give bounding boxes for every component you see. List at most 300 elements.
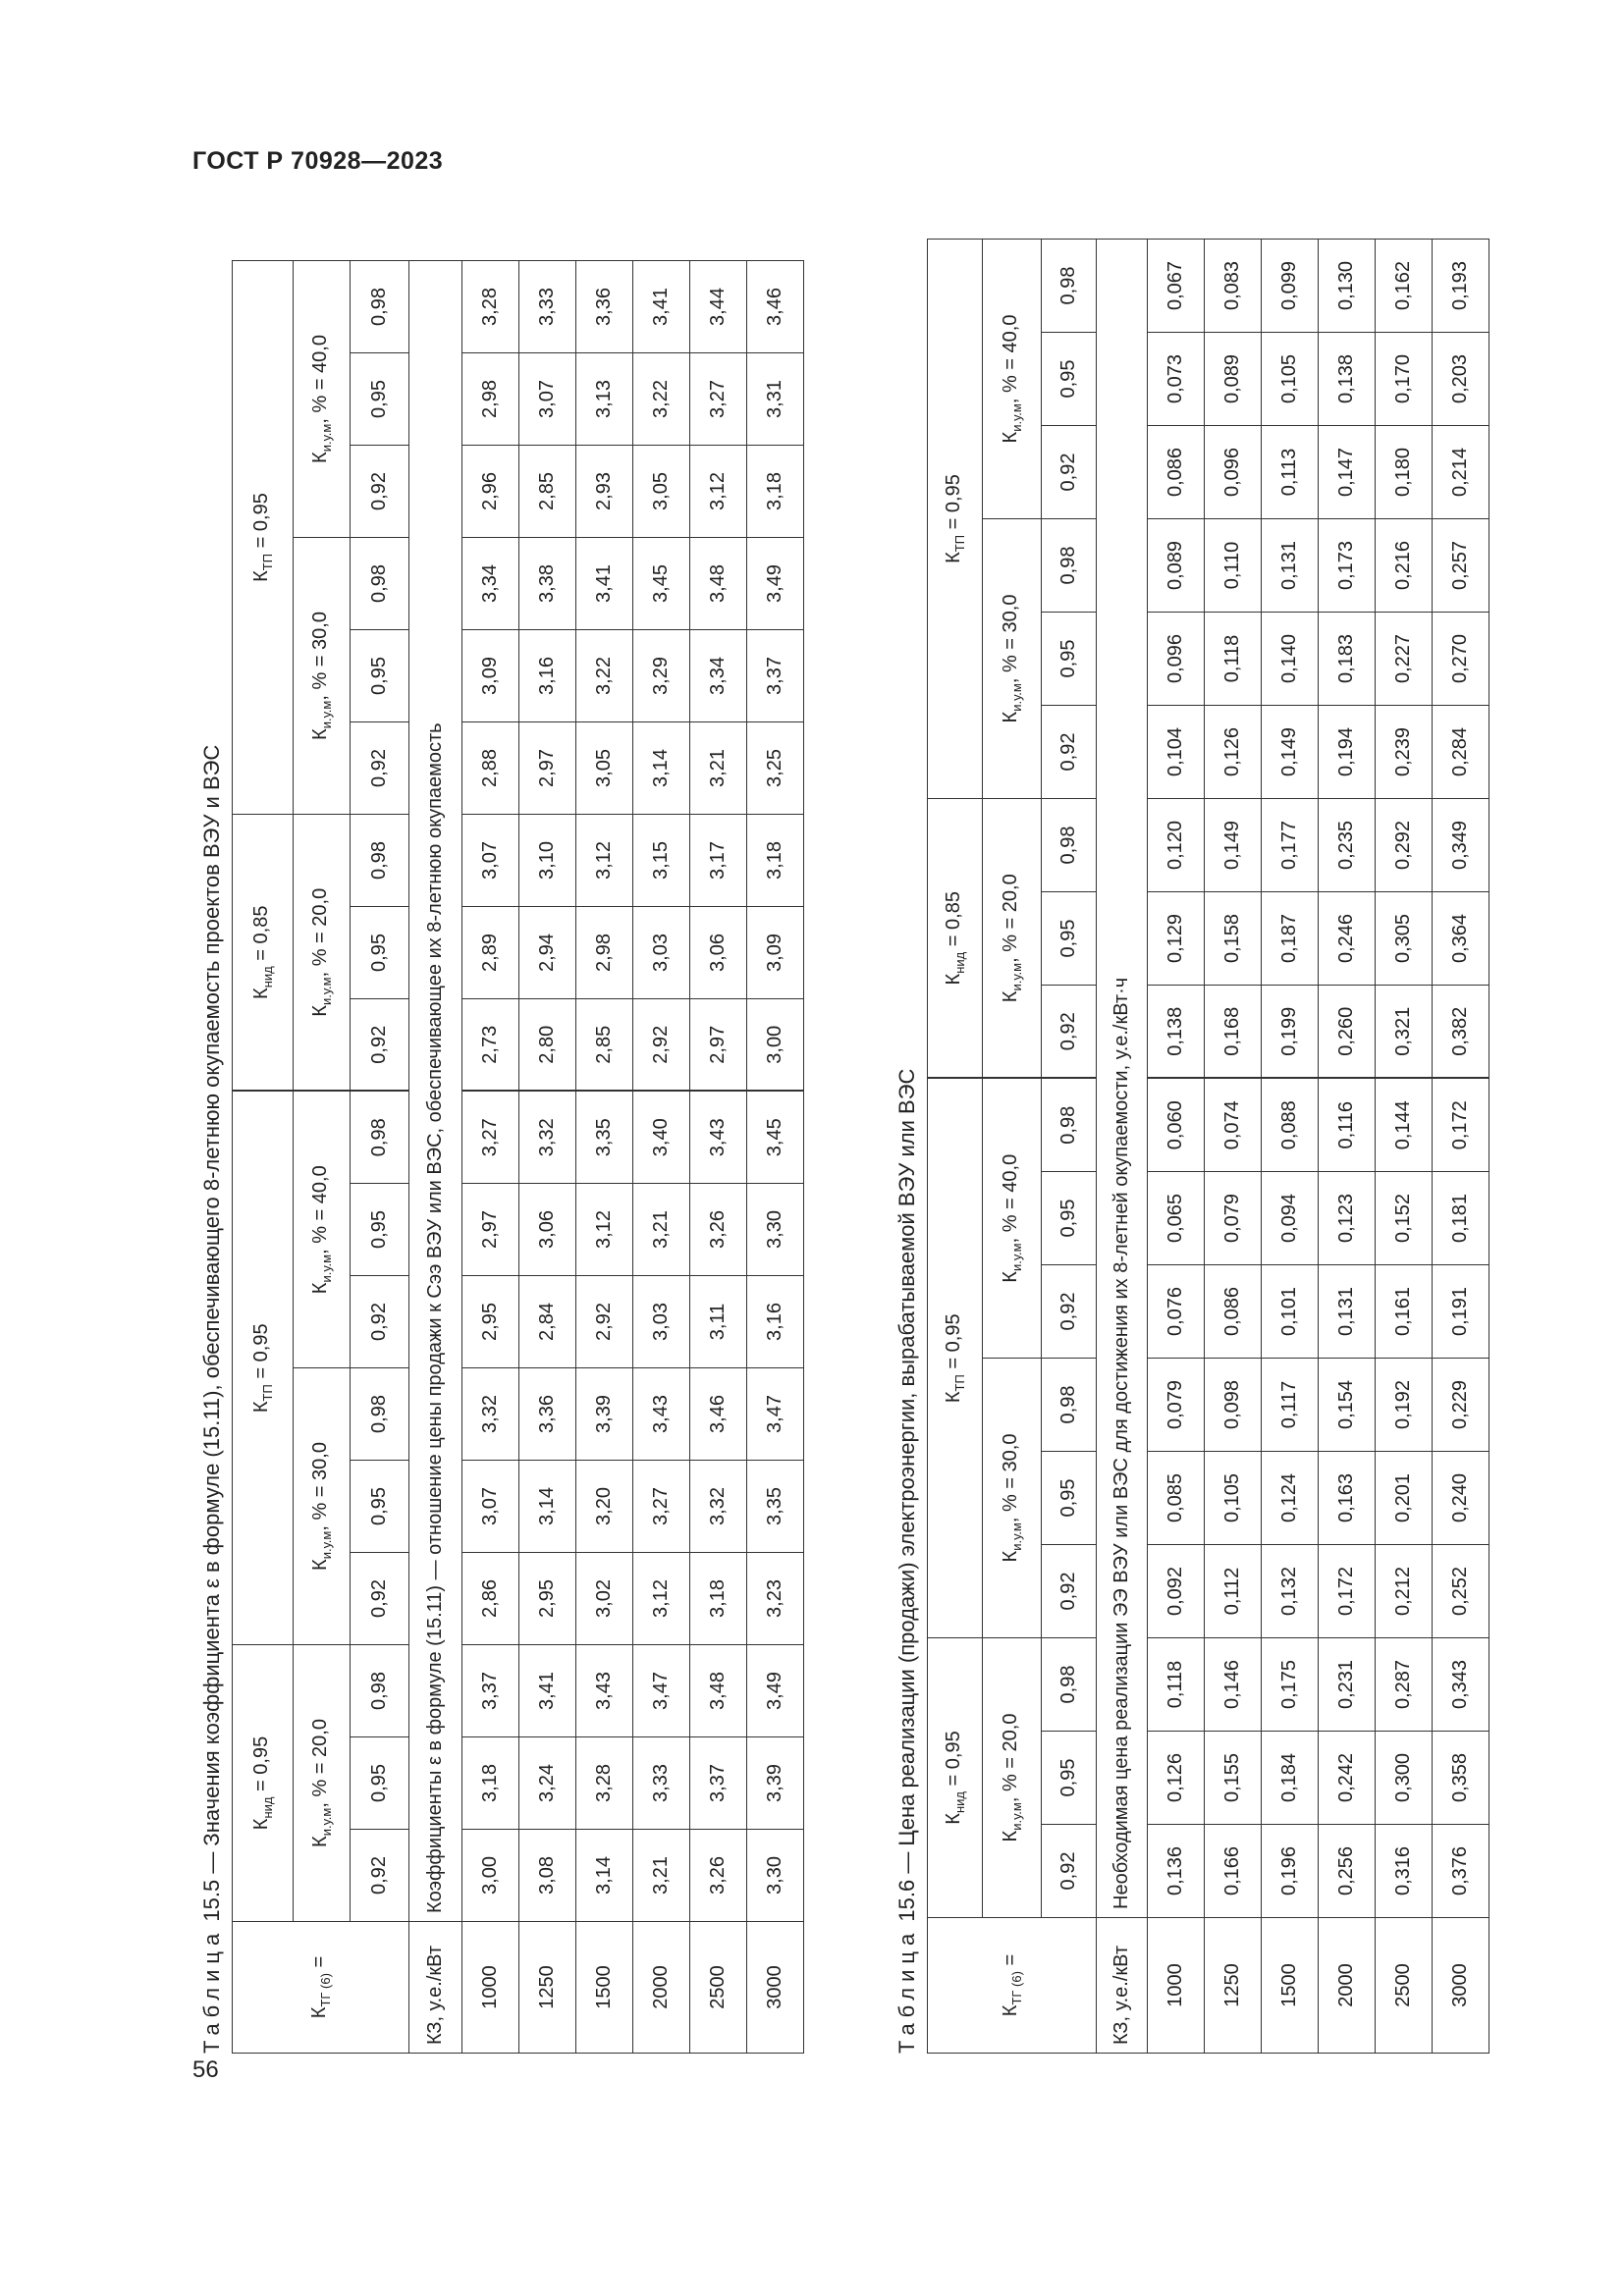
value-cell: 0,187 [1262, 892, 1319, 986]
value-cell: 0,292 [1376, 799, 1433, 892]
value-cell: 3,28 [576, 1737, 633, 1830]
value-cell: 2,84 [519, 1276, 576, 1368]
value-cell: 0,321 [1376, 986, 1433, 1079]
kium-header-cell [294, 261, 351, 538]
kium-header-cell [983, 1638, 1042, 1918]
value-cell: 0,060 [1148, 1079, 1205, 1172]
k-subscript: и.у.м [1009, 1522, 1024, 1551]
value-cell: 0,076 [1148, 1265, 1205, 1359]
k-subscript: ТГ (6) [318, 1973, 333, 2007]
kium-value-cell: 0,98 [1042, 799, 1097, 892]
value-cell: 0,104 [1148, 706, 1205, 799]
kium-value-cell: 0,92 [1042, 1265, 1097, 1359]
group-header-cell [233, 1645, 294, 1922]
k-symbol: К [1000, 990, 1021, 1003]
value-cell: 3,32 [462, 1368, 519, 1461]
k-subscript: и.у.м [1009, 1243, 1024, 1272]
table-row [633, 261, 690, 2054]
value-cell: 3,36 [519, 1368, 576, 1461]
value-cell: 2,97 [519, 722, 576, 815]
value-cell: 0,149 [1262, 706, 1319, 799]
k-symbol: К [1000, 711, 1021, 723]
k-symbol: К [250, 988, 272, 999]
value-cell: 3,43 [576, 1645, 633, 1737]
kium-value-cell: 0,92 [351, 1553, 409, 1645]
value-cell: 0,184 [1262, 1732, 1319, 1825]
k-equals: , % = 30,0 [1000, 1433, 1021, 1523]
k-subscript: нид [952, 1791, 967, 1814]
kium-value-cell: 0,98 [351, 538, 409, 630]
kz-header-cell: КЗ, у.е./кВт [409, 1922, 462, 2054]
value-cell: 0,132 [1262, 1545, 1319, 1638]
value-cell: 0,154 [1319, 1359, 1376, 1452]
k-subscript: нид [260, 966, 275, 988]
value-cell: 0,124 [1262, 1452, 1319, 1545]
ktg-header-cell [233, 1922, 409, 2054]
group-header-cell [233, 1092, 294, 1645]
value-cell: 0,349 [1433, 799, 1489, 892]
value-cell: 0,305 [1376, 892, 1433, 986]
value-cell: 0,092 [1148, 1545, 1205, 1638]
k-subscript: и.у.м [1009, 962, 1024, 991]
value-cell: 0,129 [1148, 892, 1205, 986]
kium-value-cell: 0,92 [351, 722, 409, 815]
value-cell: 3,25 [747, 722, 804, 815]
value-cell: 3,12 [576, 815, 633, 907]
row-label-cell: 1500 [1262, 1918, 1319, 2054]
value-cell: 0,089 [1205, 333, 1262, 426]
row-label-cell: 1000 [1148, 1918, 1205, 2054]
value-cell: 0,240 [1433, 1452, 1489, 1545]
value-cell: 0,073 [1148, 333, 1205, 426]
k-symbol: К [308, 2006, 330, 2019]
k-equals: = 0,85 [250, 905, 272, 967]
value-cell: 3,14 [519, 1461, 576, 1553]
value-cell: 0,212 [1376, 1545, 1433, 1638]
value-cell: 0,177 [1262, 799, 1319, 892]
k-symbol: К [250, 570, 272, 582]
k-subscript: ТП [260, 553, 275, 571]
table-row [1205, 240, 1262, 2054]
k-symbol: К [1000, 1550, 1021, 1563]
value-cell: 3,41 [576, 538, 633, 630]
k-symbol: К [309, 1559, 331, 1571]
value-cell: 3,35 [747, 1461, 804, 1553]
value-cell: 3,18 [747, 446, 804, 538]
value-cell: 0,079 [1148, 1359, 1205, 1452]
value-cell: 0,193 [1433, 240, 1489, 333]
caption-text: 15.5 — Значения коэффициента ε в формуле (15.11), обеспечивающего 8-летнюю окупаемость проектов ВЭУ и ВЭС [199, 744, 224, 1922]
value-cell: 0,376 [1433, 1825, 1489, 1918]
group-header-cell [928, 799, 983, 1079]
value-cell: 3,43 [633, 1368, 690, 1461]
value-cell: 3,12 [633, 1553, 690, 1645]
k-equals: , % = 40,0 [1000, 1153, 1021, 1244]
kium-value-cell: 0,95 [351, 353, 409, 446]
value-cell: 0,158 [1205, 892, 1262, 986]
group-header-cell [928, 240, 983, 799]
value-cell: 0,175 [1262, 1638, 1319, 1732]
value-cell: 0,079 [1205, 1172, 1262, 1265]
value-cell: 0,136 [1148, 1825, 1205, 1918]
value-cell: 2,93 [576, 446, 633, 538]
kium-header-cell [983, 1359, 1042, 1638]
table-row [519, 261, 576, 2054]
value-cell: 3,22 [633, 353, 690, 446]
group-header-cell [233, 261, 294, 815]
value-cell: 0,246 [1319, 892, 1376, 986]
value-cell: 0,112 [1205, 1545, 1262, 1638]
value-cell: 0,199 [1262, 986, 1319, 1079]
value-cell: 0,089 [1148, 519, 1205, 613]
value-cell: 0,120 [1148, 799, 1205, 892]
group-header-cell [233, 815, 294, 1092]
value-cell: 0,162 [1376, 240, 1433, 333]
value-cell: 0,181 [1433, 1172, 1489, 1265]
value-cell: 3,46 [747, 261, 804, 353]
value-cell: 0,183 [1319, 613, 1376, 706]
value-cell: 0,196 [1262, 1825, 1319, 1918]
k-subscript: и.у.м [319, 977, 334, 1006]
value-cell: 3,27 [633, 1461, 690, 1553]
table-15-5-block [192, 257, 804, 2054]
table-row [1376, 240, 1433, 2054]
k-equals: = 0,95 [943, 1313, 964, 1375]
value-cell: 2,98 [576, 907, 633, 999]
k-equals: , % = 40,0 [309, 1165, 331, 1255]
value-cell: 2,89 [462, 907, 519, 999]
value-cell: 0,252 [1433, 1545, 1489, 1638]
row-label-cell: 1250 [519, 1922, 576, 2054]
value-cell: 3,09 [462, 630, 519, 722]
kium-value-cell: 0,98 [351, 1368, 409, 1461]
value-cell: 3,18 [690, 1553, 747, 1645]
value-cell: 3,07 [462, 815, 519, 907]
value-cell: 3,15 [633, 815, 690, 907]
value-cell: 0,155 [1205, 1732, 1262, 1825]
value-cell: 0,214 [1433, 426, 1489, 519]
k-symbol: К [309, 728, 331, 740]
k-symbol: К [943, 1391, 964, 1404]
value-cell: 0,300 [1376, 1732, 1433, 1825]
value-cell: 3,36 [576, 261, 633, 353]
value-cell: 3,47 [747, 1368, 804, 1461]
k-symbol: К [943, 1813, 964, 1825]
value-cell: 0,147 [1319, 426, 1376, 519]
value-cell: 0,227 [1376, 613, 1433, 706]
value-cell: 3,26 [690, 1184, 747, 1276]
table-row [690, 261, 747, 2054]
value-cell: 3,12 [576, 1184, 633, 1276]
value-cell: 2,80 [519, 999, 576, 1092]
value-cell: 0,343 [1433, 1638, 1489, 1732]
value-cell: 3,05 [633, 446, 690, 538]
value-cell: 0,149 [1205, 799, 1262, 892]
value-cell: 3,43 [690, 1092, 747, 1184]
kium-header-cell [294, 1092, 351, 1368]
value-cell: 3,05 [576, 722, 633, 815]
value-cell: 0,067 [1148, 240, 1205, 333]
value-cell: 3,07 [462, 1461, 519, 1553]
value-cell: 0,152 [1376, 1172, 1433, 1265]
kium-value-cell: 0,95 [1042, 1172, 1097, 1265]
kium-value-cell: 0,98 [1042, 1079, 1097, 1172]
table-row [747, 261, 804, 2054]
kium-value-cell: 0,95 [351, 1461, 409, 1553]
data-table [232, 260, 804, 2054]
band-cell: Необходимая цена реализации ЭЭ ВЭУ или ВЭС для достижения их 8-летней окупаемости, у.е./кВт·ч [1097, 240, 1148, 1918]
value-cell: 3,17 [690, 815, 747, 907]
k-equals: , % = 20,0 [309, 887, 331, 978]
k-symbol: К [250, 1401, 272, 1414]
value-cell: 3,41 [633, 261, 690, 353]
k-equals: , % = 30,0 [309, 1442, 331, 1531]
k-subscript: и.у.м [319, 423, 334, 453]
value-cell: 3,34 [690, 630, 747, 722]
k-subscript: нид [952, 951, 967, 974]
value-cell: 3,22 [576, 630, 633, 722]
value-cell: 2,88 [462, 722, 519, 815]
value-cell: 0,118 [1148, 1638, 1205, 1732]
k-equals: = 0,95 [943, 1731, 964, 1792]
value-cell: 3,09 [747, 907, 804, 999]
kium-value-cell: 0,95 [351, 907, 409, 999]
value-cell: 0,101 [1262, 1265, 1319, 1359]
kium-header-cell [294, 538, 351, 815]
kium-value-cell: 0,98 [1042, 1359, 1097, 1452]
value-cell: 3,31 [747, 353, 804, 446]
document-header: ГОСТ Р 70928—2023 [192, 147, 444, 175]
k-symbol: К [943, 552, 964, 563]
k-equals: , % = 20,0 [309, 1719, 331, 1808]
value-cell: 0,203 [1433, 333, 1489, 426]
value-cell: 3,35 [576, 1092, 633, 1184]
value-cell: 3,38 [519, 538, 576, 630]
value-cell: 2,85 [576, 999, 633, 1092]
k-subscript: ТП [952, 534, 967, 553]
band-cell: Коэффициенты ε в формуле (15.11) — отношение цены продажи к Cээ ВЭУ или ВЭС, обеспечивающее их 8-летнюю окупаемость [409, 261, 462, 1922]
row-label-cell: 3000 [1433, 1918, 1489, 2054]
value-cell: 0,126 [1148, 1732, 1205, 1825]
value-cell: 3,30 [747, 1830, 804, 1922]
k-subscript: и.у.м [1009, 683, 1024, 712]
value-cell: 3,39 [747, 1737, 804, 1830]
value-cell: 0,216 [1376, 519, 1433, 613]
row-label-cell: 2000 [633, 1922, 690, 2054]
kz-header-cell: КЗ, у.е./кВт [1097, 1918, 1148, 2054]
kium-value-cell: 0,95 [351, 630, 409, 722]
value-cell: 0,146 [1205, 1638, 1262, 1732]
value-cell: 2,92 [633, 999, 690, 1092]
kium-value-cell: 0,92 [351, 1276, 409, 1368]
value-cell: 0,316 [1376, 1825, 1433, 1918]
kium-header-cell [294, 815, 351, 1092]
value-cell: 0,086 [1205, 1265, 1262, 1359]
value-cell: 3,00 [462, 1830, 519, 1922]
page-number: 56 [192, 2056, 219, 2083]
k-subscript: и.у.м [1009, 403, 1024, 432]
value-cell: 0,172 [1319, 1545, 1376, 1638]
value-cell: 0,126 [1205, 706, 1262, 799]
value-cell: 3,24 [519, 1737, 576, 1830]
caption-text: 15.6 — Цена реализации (продажи) электроэнергии, вырабатываемой ВЭУ или ВЭС [894, 1068, 919, 1922]
value-cell: 0,172 [1433, 1079, 1489, 1172]
value-cell: 3,48 [690, 1645, 747, 1737]
value-cell: 2,92 [576, 1276, 633, 1368]
kium-value-cell: 0,92 [351, 999, 409, 1092]
value-cell: 3,11 [690, 1276, 747, 1368]
k-equals: = 0,95 [943, 474, 964, 535]
value-cell: 2,85 [519, 446, 576, 538]
value-cell: 3,26 [690, 1830, 747, 1922]
value-cell: 0,382 [1433, 986, 1489, 1079]
value-cell: 0,105 [1262, 333, 1319, 426]
caption-word: Таблица [894, 1927, 919, 2054]
group-header-cell [928, 1638, 983, 1918]
kium-value-cell: 0,98 [1042, 240, 1097, 333]
k-equals: , % = 30,0 [309, 612, 331, 701]
kium-value-cell: 0,95 [1042, 892, 1097, 986]
value-cell: 3,32 [690, 1461, 747, 1553]
value-cell: 3,14 [633, 722, 690, 815]
row-label-cell: 1250 [1205, 1918, 1262, 2054]
k-subscript: и.у.м [319, 1254, 334, 1283]
kium-value-cell: 0,98 [1042, 519, 1097, 613]
k-equals: = [308, 1955, 330, 1974]
value-cell: 0,260 [1319, 986, 1376, 1079]
value-cell: 0,096 [1205, 426, 1262, 519]
value-cell: 3,49 [747, 538, 804, 630]
value-cell: 0,138 [1148, 986, 1205, 1079]
value-cell: 3,21 [633, 1184, 690, 1276]
row-label-cell: 1000 [462, 1922, 519, 2054]
value-cell: 3,06 [519, 1184, 576, 1276]
kium-value-cell: 0,98 [351, 1092, 409, 1184]
kium-value-cell: 0,92 [1042, 1825, 1097, 1918]
value-cell: 3,46 [690, 1368, 747, 1461]
value-cell: 2,97 [690, 999, 747, 1092]
value-cell: 0,131 [1319, 1265, 1376, 1359]
row-label-cell: 2500 [1376, 1918, 1433, 2054]
value-cell: 3,06 [690, 907, 747, 999]
k-subscript: ТГ (6) [1009, 1971, 1024, 2005]
value-cell: 3,37 [462, 1645, 519, 1737]
value-cell: 3,02 [576, 1553, 633, 1645]
value-cell: 3,14 [576, 1830, 633, 1922]
row-label-cell: 2000 [1319, 1918, 1376, 2054]
value-cell: 3,44 [690, 261, 747, 353]
value-cell: 0,130 [1319, 240, 1376, 333]
k-symbol: К [1000, 1271, 1021, 1283]
kium-value-cell: 0,92 [1042, 426, 1097, 519]
k-equals: = 0,95 [250, 1323, 272, 1385]
value-cell: 0,099 [1262, 240, 1319, 333]
table-row [1262, 240, 1319, 2054]
value-cell: 0,131 [1262, 519, 1319, 613]
kium-value-cell: 0,95 [1042, 613, 1097, 706]
value-cell: 3,07 [519, 353, 576, 446]
k-equals: , % = 20,0 [1000, 874, 1021, 963]
value-cell: 2,94 [519, 907, 576, 999]
value-cell: 3,37 [690, 1737, 747, 1830]
value-cell: 3,20 [576, 1461, 633, 1553]
kium-header-cell [983, 240, 1042, 519]
kium-value-cell: 0,95 [1042, 333, 1097, 426]
kium-value-cell: 0,92 [351, 1830, 409, 1922]
value-cell: 3,00 [747, 999, 804, 1092]
value-cell: 3,13 [576, 353, 633, 446]
value-cell: 0,235 [1319, 799, 1376, 892]
k-symbol: К [309, 452, 331, 463]
value-cell: 2,95 [519, 1553, 576, 1645]
value-cell: 0,270 [1433, 613, 1489, 706]
value-cell: 0,138 [1319, 333, 1376, 426]
value-cell: 0,113 [1262, 426, 1319, 519]
value-cell: 3,18 [747, 815, 804, 907]
row-label-cell: 1500 [576, 1922, 633, 2054]
value-cell: 0,239 [1376, 706, 1433, 799]
k-symbol: К [1000, 1830, 1021, 1842]
value-cell: 0,192 [1376, 1359, 1433, 1452]
row-label-cell: 2500 [690, 1922, 747, 2054]
value-cell: 3,27 [690, 353, 747, 446]
table-row [1433, 240, 1489, 2054]
value-cell: 0,256 [1319, 1825, 1376, 1918]
value-cell: 0,144 [1376, 1079, 1433, 1172]
kium-value-cell: 0,95 [351, 1184, 409, 1276]
value-cell: 0,105 [1205, 1452, 1262, 1545]
value-cell: 3,47 [633, 1645, 690, 1737]
value-cell: 0,231 [1319, 1638, 1376, 1732]
value-cell: 0,085 [1148, 1452, 1205, 1545]
value-cell: 0,201 [1376, 1452, 1433, 1545]
value-cell: 3,16 [519, 630, 576, 722]
table-row [576, 261, 633, 2054]
value-cell: 0,287 [1376, 1638, 1433, 1732]
value-cell: 3,21 [633, 1830, 690, 1922]
table-row [1319, 240, 1376, 2054]
kium-value-cell: 0,92 [1042, 986, 1097, 1079]
k-symbol: К [309, 1282, 331, 1295]
value-cell: 0,123 [1319, 1172, 1376, 1265]
value-cell: 3,03 [633, 907, 690, 999]
value-cell: 0,065 [1148, 1172, 1205, 1265]
k-symbol: К [309, 1005, 331, 1017]
value-cell: 3,45 [633, 538, 690, 630]
value-cell: 3,39 [576, 1368, 633, 1461]
value-cell: 0,118 [1205, 613, 1262, 706]
value-cell: 2,97 [462, 1184, 519, 1276]
value-cell: 3,27 [462, 1092, 519, 1184]
value-cell: 0,257 [1433, 519, 1489, 613]
value-cell: 0,117 [1262, 1359, 1319, 1452]
value-cell: 0,096 [1148, 613, 1205, 706]
value-cell: 0,086 [1148, 426, 1205, 519]
kium-value-cell: 0,98 [1042, 1638, 1097, 1732]
value-cell: 3,34 [462, 538, 519, 630]
value-cell: 2,95 [462, 1276, 519, 1368]
value-cell: 0,170 [1376, 333, 1433, 426]
kium-value-cell: 0,95 [351, 1737, 409, 1830]
value-cell: 2,96 [462, 446, 519, 538]
k-subscript: ТП [260, 1384, 275, 1402]
value-cell: 0,229 [1433, 1359, 1489, 1452]
value-cell: 0,161 [1376, 1265, 1433, 1359]
caption-word: Таблица [199, 1927, 224, 2054]
table-row [462, 261, 519, 2054]
value-cell: 0,358 [1433, 1732, 1489, 1825]
k-equals: = 0,95 [250, 1735, 272, 1797]
